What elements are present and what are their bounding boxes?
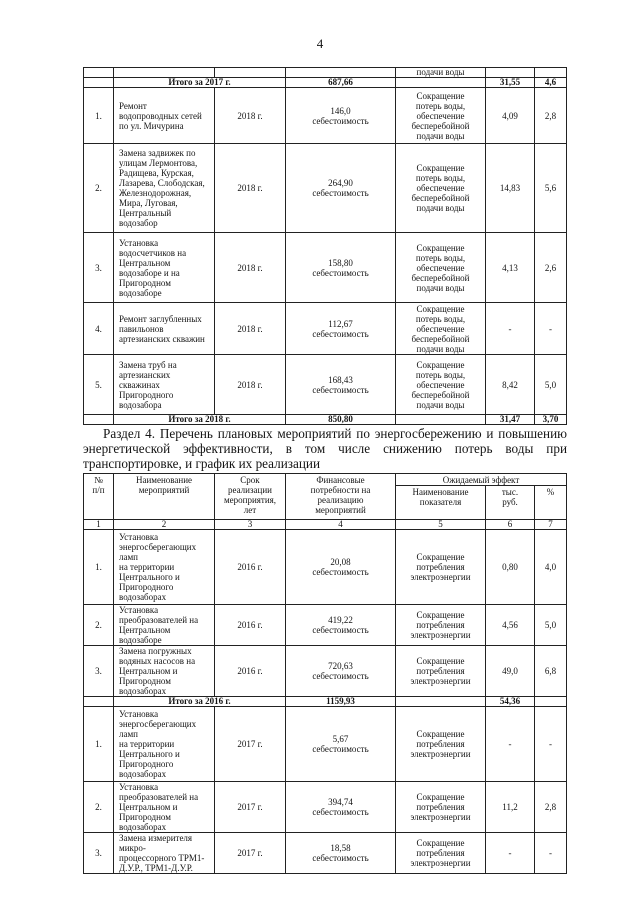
cell-value: - — [486, 303, 535, 355]
cell-name — [114, 233, 215, 303]
cell-pct: 6,8 — [535, 646, 567, 697]
total-pct: 3,70 — [535, 415, 567, 425]
cell-cost — [286, 144, 396, 233]
cell-line: бесперебойной — [411, 193, 470, 203]
cell-line: Установка — [119, 237, 159, 248]
col-number: 5 — [396, 520, 486, 530]
cell-line: Сокращение — [416, 242, 465, 253]
cell-line: на территории — [119, 739, 175, 749]
cell-line: обеспечение — [416, 379, 465, 390]
table-row — [84, 88, 567, 144]
cell-line: Сокращение — [416, 656, 465, 666]
page-number: 4 — [316, 36, 324, 51]
cell-value: 4,13 — [486, 233, 535, 303]
cost-note: себестоимость — [312, 625, 369, 635]
cell-pct: 2,8 — [535, 782, 567, 833]
cell-line: бесперебойной — [411, 333, 470, 344]
cell-line: Радищева, Курская, — [119, 168, 194, 178]
cell-line: Центрального и — [119, 572, 180, 582]
cell-name — [114, 707, 215, 782]
cell-line: Лазарева, Слободская, — [119, 178, 205, 188]
cell-line: бесперебойной — [411, 272, 470, 283]
cell-effect — [396, 88, 486, 144]
cell-line: артезианских скважин — [119, 333, 205, 344]
cell-pct: 2,8 — [535, 88, 567, 144]
cell-line: подачи воды — [416, 203, 465, 213]
cell-name — [114, 833, 215, 874]
table-row — [84, 355, 567, 415]
table-row — [84, 303, 567, 355]
cell-pct: - — [535, 833, 567, 874]
cell-line: потребления — [416, 802, 465, 812]
cost-value: 419,22 — [328, 615, 353, 625]
cell-line: электроэнергии — [410, 630, 471, 640]
cell-line: Пригородного — [119, 389, 174, 400]
cell-effect — [396, 144, 486, 233]
cell-line: на территории — [119, 562, 175, 572]
cell-pct: 2,6 — [535, 233, 567, 303]
cell-line: процессорного ТРМ1- — [119, 853, 205, 863]
cell-name — [114, 88, 215, 144]
total-value: 31,55 — [486, 78, 535, 88]
cell-year: 2018 г. — [215, 355, 286, 415]
cost-value: 168,43 — [328, 374, 353, 385]
cell-line: Пригородном водозаборах — [119, 676, 171, 696]
cost-note: себестоимость — [312, 807, 369, 817]
section-heading-line: Раздел 4. Перечень плановых мероприятий по энергосбережению и повышению — [103, 426, 567, 441]
cell-line: Пригородном водозаборах — [119, 812, 171, 832]
cell-line: потребления — [416, 848, 465, 858]
cell-line: Сокращение — [416, 610, 465, 620]
cell-year: 2016 г. — [215, 530, 286, 605]
cell-line: электроэнергии — [410, 858, 471, 868]
cell-line: электроэнергии — [410, 812, 471, 822]
cell-line: Сокращение — [416, 303, 465, 314]
cell-line: Установка — [119, 709, 159, 719]
header-row — [84, 474, 567, 486]
col-number: 4 — [286, 520, 396, 530]
cell-name — [114, 144, 215, 233]
cost-note: себестоимость — [312, 853, 369, 863]
cost-value: 20,08 — [330, 557, 351, 567]
cell-cost — [286, 355, 396, 415]
table-row — [84, 233, 567, 303]
cell-line: водосчетчиков на — [119, 247, 187, 258]
cell-line: Ремонт заглубленных — [119, 313, 202, 324]
cell-line: Установка — [119, 532, 159, 542]
cell-value: - — [486, 707, 535, 782]
cost-value: 720,63 — [328, 661, 353, 671]
cell-cost — [286, 303, 396, 355]
energy-measures-table — [83, 473, 567, 874]
cell-line: Мира, Луговая, — [119, 198, 178, 208]
cell-line: энергосберегающих ламп — [119, 719, 197, 739]
cell-line: Установка — [119, 605, 159, 615]
col-number: 1 — [84, 520, 114, 530]
cell-line: Сокращение — [416, 552, 465, 562]
total-pct — [535, 697, 567, 707]
cell-value: - — [486, 833, 535, 874]
header-name: Наименование мероприятий — [114, 474, 215, 520]
cell-line: потерь воды, — [415, 313, 466, 324]
table-row — [84, 707, 567, 782]
header-percent: % — [535, 486, 567, 520]
total-cost: 850,80 — [286, 415, 396, 425]
cell-line: подачи воды — [416, 343, 465, 354]
cell-value: 49,0 — [486, 646, 535, 697]
cost-note: себестоимость — [312, 384, 369, 395]
cost-note: себестоимость — [312, 115, 369, 126]
cell-cost — [286, 833, 396, 874]
cell-effect — [396, 646, 486, 697]
cell-name — [114, 355, 215, 415]
cell-line: Центральном водозаборе — [119, 625, 171, 645]
cell-year: 2018 г. — [215, 88, 286, 144]
cell-line: Установка — [119, 782, 159, 792]
cell-year: 2017 г. — [215, 833, 286, 874]
cell-pct: 5,0 — [535, 605, 567, 646]
header-num: № п/п — [84, 474, 114, 520]
cell-line: водозабор — [119, 218, 158, 228]
cell-num: 2. — [84, 605, 114, 646]
column-number-row — [84, 520, 567, 530]
total-value: 31,47 — [486, 415, 535, 425]
total-cost: 687,66 — [286, 78, 396, 88]
cell-line: Д.У.Р., ТРМ1-Д.У.Р. — [119, 863, 193, 873]
cell-line: обеспечение — [416, 323, 465, 334]
cell-line: преобразователей на — [119, 792, 199, 802]
cell-year: 2018 г. — [215, 303, 286, 355]
cell-line: Железнодорожная, — [119, 188, 192, 198]
cell-line: потерь воды, — [415, 173, 466, 183]
section-heading-line: транспортировке, и график их реализации — [83, 456, 321, 471]
cell-effect — [396, 355, 486, 415]
cell-line: водозаборах — [119, 769, 167, 779]
cell-line: Пригородного — [119, 582, 174, 592]
cell-num: 4. — [84, 303, 114, 355]
cell-line: обеспечение — [416, 262, 465, 273]
cell-value: 0,80 — [486, 530, 535, 605]
cell-line: Сокращение — [416, 90, 465, 101]
cell-line: бесперебойной — [411, 389, 470, 400]
col-number: 6 — [486, 520, 535, 530]
cell-line: Сокращение — [416, 163, 465, 173]
cell-line: электроэнергии — [410, 749, 471, 759]
total-label: Итого за 2017 г. — [114, 78, 286, 88]
cell-pct: - — [535, 303, 567, 355]
table-row — [84, 646, 567, 697]
cell-pct: 5,0 — [535, 355, 567, 415]
cell-num: 3. — [84, 233, 114, 303]
cell-line: Центрального и — [119, 749, 180, 759]
cell-line: подачи воды — [416, 130, 465, 141]
cell-cost — [286, 88, 396, 144]
table-row — [84, 144, 567, 233]
cell-cost — [286, 233, 396, 303]
cell-line: павильонов — [119, 323, 164, 334]
cell-line: водозаборе — [119, 287, 162, 298]
cost-value: 264,90 — [328, 178, 353, 188]
total-pct: 4,6 — [535, 78, 567, 88]
cost-value: 5,67 — [332, 734, 349, 744]
col-number: 3 — [215, 520, 286, 530]
cell-cost — [286, 530, 396, 605]
cost-note: себестоимость — [312, 671, 369, 681]
cell-line: Замена труб на — [119, 359, 177, 370]
cell-num: 1. — [84, 707, 114, 782]
cell-line: водозаборах — [119, 592, 167, 602]
table-row — [84, 833, 567, 874]
cell-line: артезианских — [119, 369, 171, 380]
total-label: Итого за 2018 г. — [114, 415, 286, 425]
cell-line: потерь воды, — [415, 252, 466, 263]
cell-line: потребления — [416, 666, 465, 676]
cell-year: 2016 г. — [215, 646, 286, 697]
cell-cost — [286, 782, 396, 833]
total-row-2016 — [84, 697, 567, 707]
cell-effect — [396, 782, 486, 833]
cell-pct: - — [535, 707, 567, 782]
cell-value: 14,83 — [486, 144, 535, 233]
cell-line: Сокращение — [416, 729, 465, 739]
water-measures-table — [83, 67, 567, 425]
cell-name — [114, 782, 215, 833]
cost-value: 146,0 — [330, 105, 351, 116]
table-row — [84, 530, 567, 605]
cell-year: 2018 г. — [215, 144, 286, 233]
cell-line: преобразователей на — [119, 615, 199, 625]
cell-line: бесперебойной — [411, 120, 470, 131]
cost-value: 158,80 — [328, 257, 353, 268]
cell-line: электроэнергии — [410, 572, 471, 582]
cost-note: себестоимость — [312, 744, 369, 754]
cell-line: Ремонт — [119, 100, 147, 111]
cell-line: Пригородном — [119, 277, 171, 288]
cost-value: 18,58 — [330, 843, 351, 853]
section-heading-line: энергетической эффективности, в том числе снижению потерь воды при — [83, 441, 567, 456]
cell-line: потерь воды, — [415, 100, 466, 111]
table-row — [84, 782, 567, 833]
header-term: Срок реализации мероприятия, лет — [215, 474, 286, 520]
cell-effect — [396, 605, 486, 646]
cost-note: себестоимость — [312, 567, 369, 577]
cost-note: себестоимость — [312, 328, 369, 339]
cell-line: Замена измерителя микро- — [119, 833, 193, 853]
cell-cost — [286, 605, 396, 646]
cell-num: 1. — [84, 88, 114, 144]
cell-num: 3. — [84, 646, 114, 697]
cell-line: водяных насосов на — [119, 656, 196, 666]
cell-line: Центральном — [119, 257, 171, 268]
cell-line: подачи воды — [416, 399, 465, 410]
cell-line: энергосберегающих ламп — [119, 542, 197, 562]
cost-note: себестоимость — [312, 188, 369, 198]
header-effect-group: Ожидаемый эффект — [396, 474, 567, 486]
cell-line: обеспечение — [416, 183, 465, 193]
section-heading — [83, 426, 567, 471]
cell-num: 2. — [84, 782, 114, 833]
cell-line: потребления — [416, 739, 465, 749]
cell-name — [114, 646, 215, 697]
cell-value: 8,42 — [486, 355, 535, 415]
cell-year: 2017 г. — [215, 707, 286, 782]
cell-line: водозабора — [119, 399, 162, 410]
cell-line: потребления — [416, 562, 465, 572]
cell-line: подачи воды — [416, 282, 465, 293]
cell-effect — [396, 233, 486, 303]
cell-name — [114, 303, 215, 355]
cell-effect: подачи воды — [396, 68, 486, 78]
cell-year: 2017 г. — [215, 782, 286, 833]
cell-pct: 4,0 — [535, 530, 567, 605]
cell-cost — [286, 646, 396, 697]
cell-line: Центральный — [119, 208, 172, 218]
cell-line: Замена погружных — [119, 646, 192, 656]
total-cost: 1159,93 — [286, 697, 396, 707]
col-number: 2 — [114, 520, 215, 530]
cost-value: 394,74 — [328, 797, 353, 807]
col-number: 7 — [535, 520, 567, 530]
cost-note: себестоимость — [312, 267, 369, 278]
cell-year: 2016 г. — [215, 605, 286, 646]
cell-line: Центральном и — [119, 802, 178, 812]
cell-line: Центральном и — [119, 666, 178, 676]
cell-line: Сокращение — [416, 359, 465, 370]
cell-line: электроэнергии — [410, 676, 471, 686]
cell-line: потерь воды, — [415, 369, 466, 380]
cell-line: Пригородного — [119, 759, 174, 769]
cell-pct: 5,6 — [535, 144, 567, 233]
cell-cost — [286, 707, 396, 782]
cell-line: по ул. Мичурина — [119, 120, 184, 131]
cell-effect — [396, 833, 486, 874]
cell-num: 1. — [84, 530, 114, 605]
cell-line: водозаборе и на — [119, 267, 180, 278]
cell-year: 2018 г. — [215, 233, 286, 303]
cell-line: Сокращение — [416, 838, 465, 848]
cell-name — [114, 530, 215, 605]
cell-line: водопроводных сетей — [119, 110, 202, 121]
cell-line: улицам Лермонтова, — [119, 158, 198, 168]
cell-line: обеспечение — [416, 110, 465, 121]
cell-num: 3. — [84, 833, 114, 874]
cell-value: 11,2 — [486, 782, 535, 833]
total-value: 54,36 — [486, 697, 535, 707]
cell-value: 4,56 — [486, 605, 535, 646]
cell-num: 5. — [84, 355, 114, 415]
cell-line: скважинах — [119, 379, 160, 390]
cell-num: 2. — [84, 144, 114, 233]
total-label: Итого за 2016 г. — [114, 697, 286, 707]
cell-effect — [396, 707, 486, 782]
cell-line: потребления — [416, 620, 465, 630]
cell-value: 4,09 — [486, 88, 535, 144]
cost-value: 112,67 — [328, 318, 353, 329]
table-row — [84, 605, 567, 646]
total-row-2018 — [84, 415, 567, 425]
cell-effect — [396, 303, 486, 355]
header-finance: Финансовые потребности на реализацию мероприятий — [286, 474, 396, 520]
table-row — [84, 68, 567, 78]
cell-effect — [396, 530, 486, 605]
header-thousand: тыс. руб. — [486, 486, 535, 520]
cell-line: Замена задвижек по — [119, 148, 196, 158]
total-row-2017 — [84, 78, 567, 88]
cell-name — [114, 605, 215, 646]
header-indicator: Наименование показателя — [396, 486, 486, 520]
cell-line: Сокращение — [416, 792, 465, 802]
